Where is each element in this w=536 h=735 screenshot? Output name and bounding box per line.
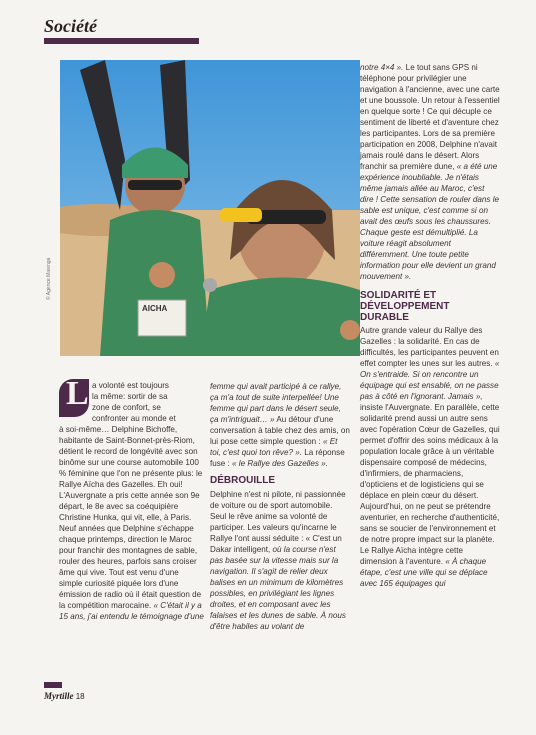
- column-3: [360, 62, 500, 589]
- col2-body-2: La réponse fuse :: [210, 448, 345, 468]
- photo-credit: © Agence Maienga: [46, 257, 52, 300]
- photo-badge-text: AICHA: [142, 304, 168, 313]
- col1-line-1: a volonté est toujours: [92, 381, 169, 390]
- col3-quote-3: « À chaque étape, c'est une ville qui se déplace avec 165 équipages qui: [360, 557, 488, 588]
- section-rule: [44, 38, 199, 44]
- col3-quote-2: « On s'entraide. Si on rencontre un équipage qui est ensablé, on ne passe pas à côté en l'ignorant. Jamais »,: [360, 359, 500, 401]
- col1-line-2: la même: sortir de sa: [92, 392, 168, 401]
- magazine-logo: Myrtille: [44, 691, 74, 701]
- page-number: 18: [75, 692, 85, 701]
- article-photo: [60, 60, 360, 356]
- col2-subhead: DÉBROUILLE: [210, 475, 275, 486]
- col1-line-3: zone de confort, se: [92, 403, 161, 412]
- col3-subhead-1: SOLIDARITÉ ET: [360, 290, 437, 301]
- col1-quote: « C'était il y a 15 ans, j'ai entendu le témoignage d'une: [59, 601, 204, 621]
- col3-quote-1: « a été une expérience inoubliable. Je n'étais même jamais allée au Maroc, c'est dire ! Cette sensation de rouler dans le sable est unique, c'est comme si on avait des œufs sous les chaussures. Chaque geste est démultiplié. La voiture réagit absolument différemment. Une toute petite information pour elle devient un grand mouvement ».: [360, 162, 500, 281]
- col3-body-1: Le tout sans GPS ni téléphone pour privilégier une navigation à l'ancienne, avec une carte et une boussole. Un retour à l'essentiel en quelque sorte ! Ce qui décuple ce sentiment de liberté et d'aventure chez les participantes. Lors de sa première participation en 2008, Delphine n'avait jamais roulé dans le désert. Alors franchir sa première dune,: [360, 63, 500, 171]
- col1-line-4: confronter au monde et: [92, 414, 176, 423]
- column-2: [210, 381, 350, 632]
- col2-body-3: Delphine n'est ni pilote, ni passionnée de voiture ou de sport automobile. Seul le rêve anime sa volonté de participer. Les valeurs qu'incarne le Rallye l'ont aussi séduite : « C'est un Dakar intelligent,: [210, 490, 346, 554]
- dropcap-letter: L: [66, 375, 89, 412]
- col3-quote-top: notre 4×4 ».: [360, 63, 404, 72]
- col3-body-3: insiste l'Auvergnate. En parallèle, cette solidarité prend aussi un autre sens avec l'opération Cœur de Gazelles, qui permet d'offrir des soins médicaux à la population locale grâce à un véritable dispensaire composé de médecins, d'infirmiers, de pharmaciens, d'opticiens et de logisticiens qui se déplace en plein cœur du désert. Aujourd'hui, on ne peut se prétendre aventurier, en recherche d'authenticité, sans se soucier de l'environnement et de notre propre impact sur la planète. Le Rallye Aïcha intègre cette dimension à l'aventure.: [360, 403, 500, 566]
- page-footer: [44, 691, 85, 701]
- col2-quote-3: où la course n'est pas basée sur la vitesse mais sur la navigation. Il s'agit de relier deux balises en un minimum de kilomètres possibles, en privilégiant les lignes droites, et en composant avec les falaises et les dunes de sable. À nous d'être habiles au volant de: [210, 545, 346, 631]
- column-1: [59, 424, 204, 622]
- col3-subhead-2: DÉVELOPPEMENT: [360, 301, 450, 312]
- col2-quote-1: « Et toi, c'est quoi ton rêve? ».: [210, 437, 338, 457]
- col1-body: à soi-même… Delphine Bichoffe, habitante de Saint-Bonnet-près-Riom, détient le record de longévité avec son binôme sur une course automobile 100 % féminine que l'on ne présente plus: le Rallye Aïcha des Gazelles. Eh oui! L'Auvergnate a pris cette année son 9e départ, le 8e avec sa coéquipière Christine Hunka, qui vit, elle, à Paris. Neuf années que Delphine s'échappe chaque printemps, direction le Maroc pour franchir des montagnes de sable, rouler des heures, parfois sans croiser âme qui vive. Tout est venu d'une simple curiosité piquée lors d'une émission de radio où il était question de la compétition marocaine.: [59, 425, 203, 610]
- photo-illustration: [60, 60, 360, 356]
- col1-indented: [92, 380, 204, 424]
- section-title: Société: [44, 16, 97, 36]
- col3-body-2: Autre grande valeur du Rallye des Gazelles : la solidarité. En cas de difficultés, les participantes peuvent en effet compter les unes sur les autres.: [360, 326, 499, 368]
- col2-quote-cont: femme qui avait participé à ce rallye, ça m'a tout de suite interpellée! Une femme qui part dans le désert seule, ça m'intriguait… »: [210, 382, 342, 424]
- col3-subhead-3: DURABLE: [360, 312, 409, 323]
- col2-body-1: Au détour d'une conversation à table chez des amis, on lui pose cette simple question :: [210, 415, 350, 446]
- col2-quote-2: « le Rallye des Gazelles ».: [232, 459, 328, 468]
- footer-rule: [44, 682, 62, 688]
